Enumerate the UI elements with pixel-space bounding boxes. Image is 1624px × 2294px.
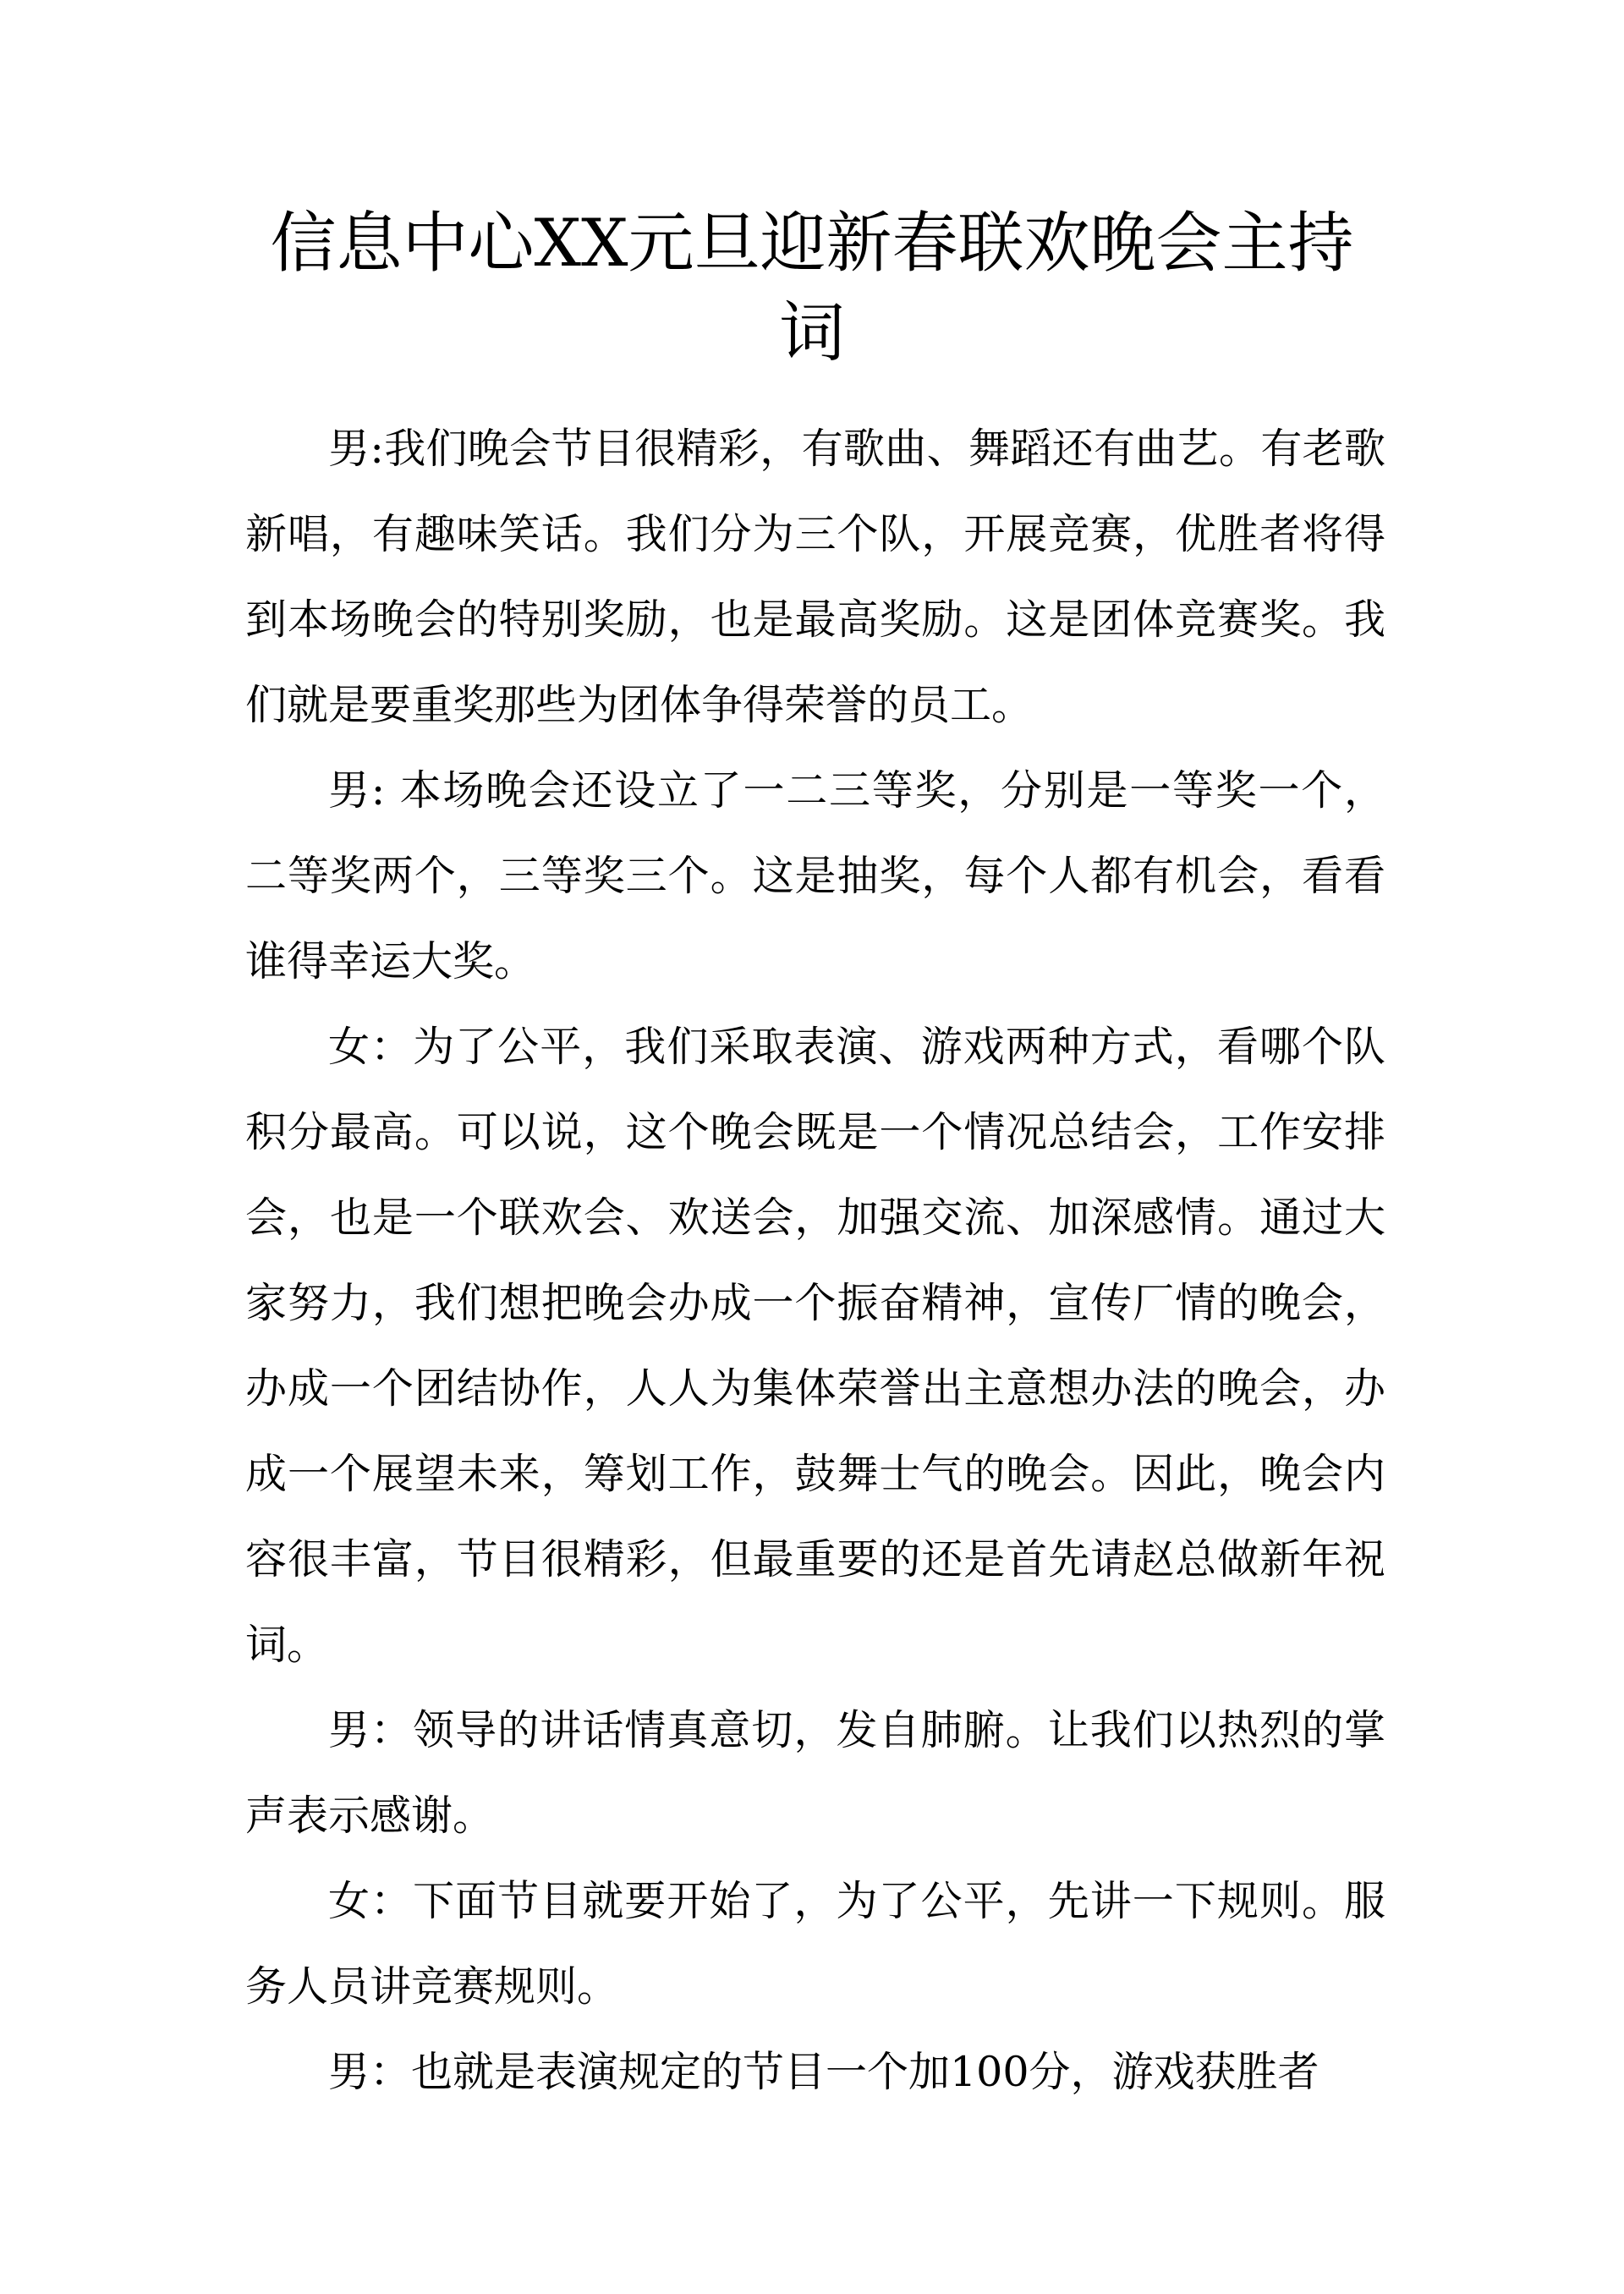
paragraph-3: 女：为了公平，我们采取表演、游戏两种方式，看哪个队积分最高。可以说，这个晚会既是一个情况总结会，工作安排会，也是一个联欢会、欢送会，加强交流、加深感情。通过大家努力，我们想把晚会办成一个振奋精神，宣传厂情的晚会，办成一个团结协作，人人为集体荣誉出主意想办法的晚会，办成一个展望未来，筹划工作，鼓舞士气的晚会。因此，晚会内容很丰富，节目很精彩，但最重要的还是首先请赵总做新年祝词。 [245,1023,1385,1669]
document-body [245,406,1385,2115]
paragraph-1: 男:我们晚会节目很精彩，有歌曲、舞蹈还有曲艺。有老歌新唱，有趣味笑话。我们分为三个队，开展竞赛，优胜者将得到本场晚会的特别奖励，也是最高奖励。这是团体竞赛奖。我们就是要重奖那些为团体争得荣誉的员工。 [245,425,1385,729]
paragraph-6: 男：也就是表演规定的节目一个加100分，游戏获胜者 [328,2048,1320,2096]
paragraph-2: 男: 本场晚会还设立了一二三等奖，分别是一等奖一个，二等奖两个，三等奖三个。这是抽奖，每个人都有机会，看看谁得幸运大奖。 [245,766,1385,985]
paragraph-5: 女：下面节目就要开始了，为了公平，先讲一下规则。服务人员讲竞赛规则。 [245,1877,1385,2011]
paragraph-4: 男：领导的讲话情真意切，发自肺腑。让我们以热烈的掌声表示感谢。 [245,1706,1385,1840]
document-title: 信息中心XX元旦迎新春联欢晚会主持词 [270,206,1354,371]
